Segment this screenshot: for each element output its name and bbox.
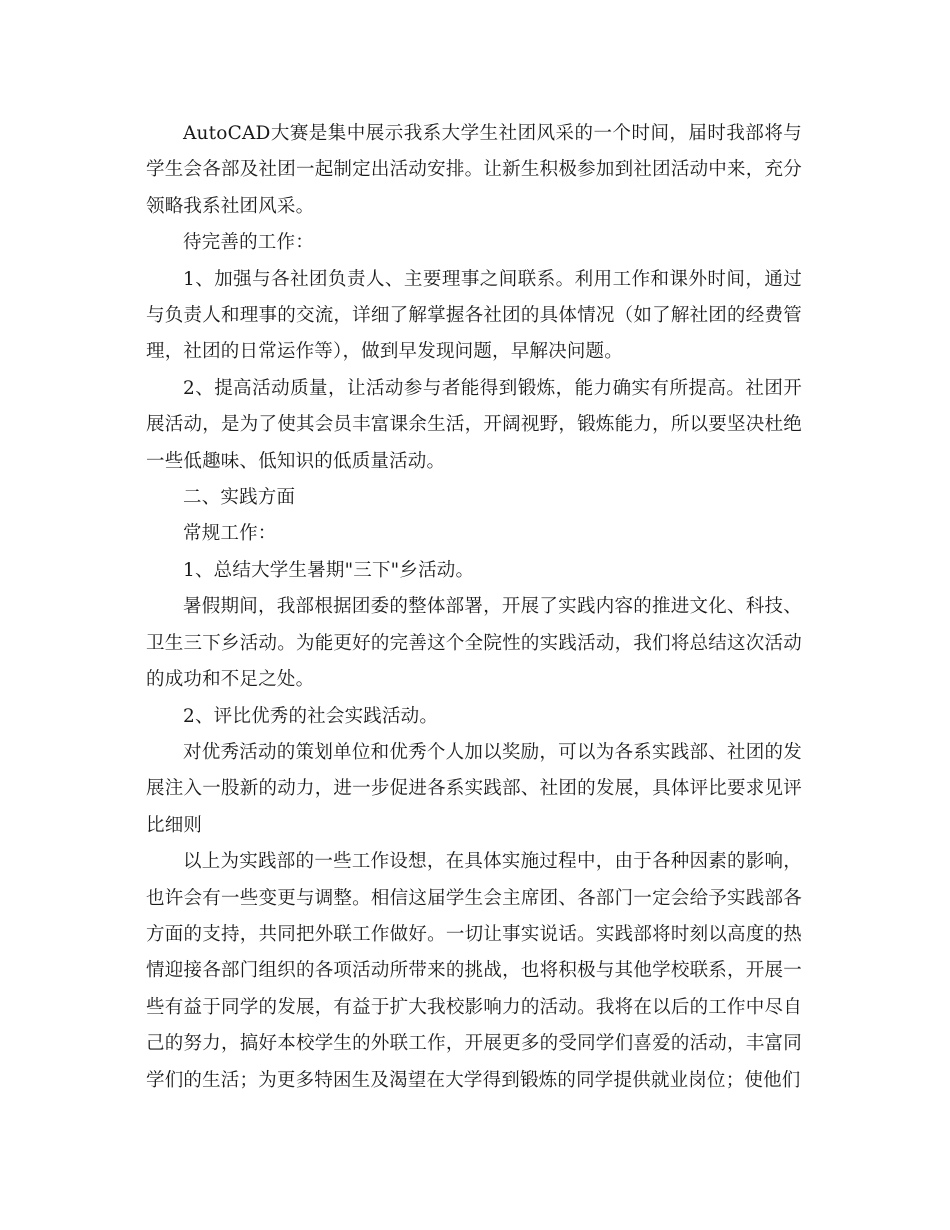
paragraph-summer-activity-detail: 暑假期间，我部根据团委的整体部署，开展了实践内容的推进文化、科技、卫生三下乡活动。为能更好的完善这个全院性的实践活动，我们将总结这次活动的成功和不足之处。 — [146, 596, 802, 691]
paragraph-autocad-contest: AutoCAD大赛是集中展示我系大学生社团风采的一个时间，届时我部将与学生会各部及社团一起制定出活动安排。让新生积极参加到社团活动中来，充分领略我系社团风采。 — [146, 123, 802, 217]
paragraph-evaluation-detail: 对优秀活动的策划单位和优秀个人加以奖励，可以为各系实践部、社团的发展注入一股新的动力，进一步促进各系实践部、社团的发展，具体评比要求见评比细则 — [146, 741, 802, 836]
paragraph-evaluation-item: 2、评比优秀的社会实践活动。 — [183, 705, 439, 727]
paragraph-pending-work-heading: 待完善的工作： — [183, 232, 314, 254]
paragraph-routine-work-heading: 常规工作： — [183, 523, 277, 545]
paragraph-club-liaison: 1、加强与各社团负责人、主要理事之间联系。利用工作和课外时间，通过与负责人和理事的交流，详细了解掌握各社团的具体情况（如了解社团的经费管理，社团的日常运作等），做到早发现问题，早解决问题。 — [146, 268, 802, 363]
paragraph-activity-quality: 2、提高活动质量，让活动参与者能得到锻炼，能力确实有所提高。社团开展活动，是为了使其会员丰富课余生活，开阔视野，锻炼能力，所以要坚决杜绝一些低趣味、低知识的低质量活动。 — [146, 377, 802, 472]
section-heading-practice: 二、实践方面 — [183, 487, 296, 509]
document-body — [146, 116, 802, 1099]
paragraph-conclusion: 以上为实践部的一些工作设想，在具体实施过程中，由于各种因素的影响，也许会有一些变更与调整。相信这届学生会主席团、各部门一定会给予实践部各方面的支持，共同把外联工作做好。一切让事实说话。实践部将时刻以高度的热情迎接各部门组织的各项活动所带来的挑战，也将积极与其他学校联系，开展一些有益于同学的发展，有益于扩大我校影响力的活动。我将在以后的工作中尽自己的努力，搞好本校学生的外联工作，开展更多的受同学们喜爱的活动，丰富同学们的生活；为更多特困生及渴望在大学得到锻炼的同学提供就业岗位；使他们 — [146, 851, 802, 1091]
paragraph-summer-activity-item: 1、总结大学生暑期"三下"乡活动。 — [183, 559, 475, 581]
